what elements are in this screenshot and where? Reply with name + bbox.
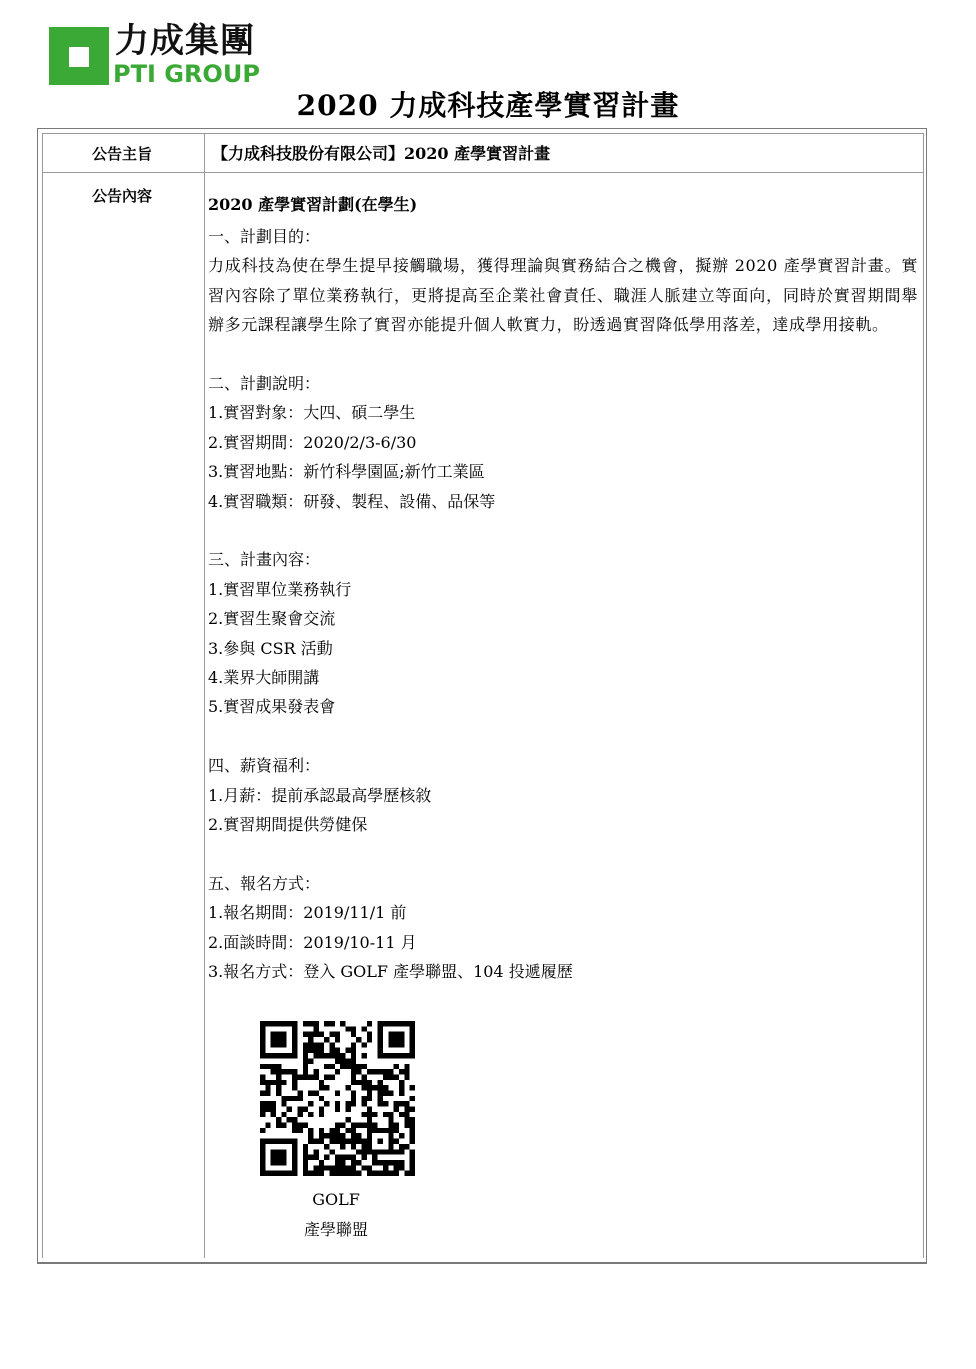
purpose-paragraph: 力成科技為使在學生提早接觸職場，獲得理論與實務結合之機會，擬辦 2020 產學實習計畫。實習內容除了單位業務執行，更將提高至企業社會責任、職涯人脈建立等面向，同時於實習期間舉辦多元課程讓學生除了實習亦能提升個人軟實力，盼透過實習降低學用落差，達成學用接軌。 [208, 256, 918, 335]
list-item: 2.實習生聚會交流 [208, 609, 336, 629]
table-column-divider [204, 133, 205, 1258]
section-title: 五、報名方式： [208, 873, 321, 893]
announcement-content [208, 192, 918, 987]
list-item: 5.實習成果發表會 [208, 697, 336, 717]
logo-english-name: PTI GROUP [113, 60, 260, 88]
qr-code-icon[interactable] [260, 1021, 415, 1176]
content-label: 公告內容 [91, 187, 152, 205]
subject-label: 公告主旨 [91, 145, 152, 163]
list-item: 1.月薪：提前承認最高學歷核敘 [208, 785, 432, 805]
list-item: 3.參與 CSR 活動 [208, 638, 333, 658]
section-title: 三、計畫內容： [208, 550, 321, 570]
subject-value: 【力成科技股份有限公司】2020 產學實習計畫 [212, 144, 551, 163]
list-item: 1.實習單位業務執行 [208, 579, 352, 599]
qr-caption-alliance: 產學聯盟 [303, 1220, 368, 1239]
list-item: 3.實習地點：新竹科學園區;新竹工業區 [208, 462, 485, 482]
document-title: 2020 力成科技產學實習計畫 [296, 89, 680, 122]
list-item: 4.實習職類：研發、製程、設備、品保等 [208, 491, 496, 511]
qr-caption-golf: GOLF [312, 1190, 360, 1209]
list-item: 1.報名期間：2019/11/1 前 [208, 903, 407, 923]
section-title: 一、計劃目的： [208, 227, 321, 246]
company-logo [49, 21, 264, 88]
list-item: 3.報名方式：登入 GOLF 產學聯盟、104 投遞履歷 [208, 962, 573, 982]
logo-mark-icon [49, 27, 109, 85]
list-item: 4.業界大師開講 [208, 668, 320, 688]
list-item: 2.實習期間提供勞健保 [208, 815, 368, 835]
section-title: 二、計劃說明： [208, 374, 321, 394]
content-heading: 2020 產學實習計劃(在學生) [208, 195, 418, 214]
table-top-line [42, 133, 924, 134]
list-item: 2.實習期間：2020/2/3-6/30 [208, 432, 417, 452]
table-row-divider [42, 172, 924, 173]
logo-chinese-name: 力成集團 [115, 21, 255, 61]
list-item: 2.面談時間：2019/10-11 月 [208, 932, 417, 952]
list-item: 1.實習對象：大四、碩二學生 [208, 403, 416, 423]
section-title: 四、薪資福利： [208, 756, 321, 776]
